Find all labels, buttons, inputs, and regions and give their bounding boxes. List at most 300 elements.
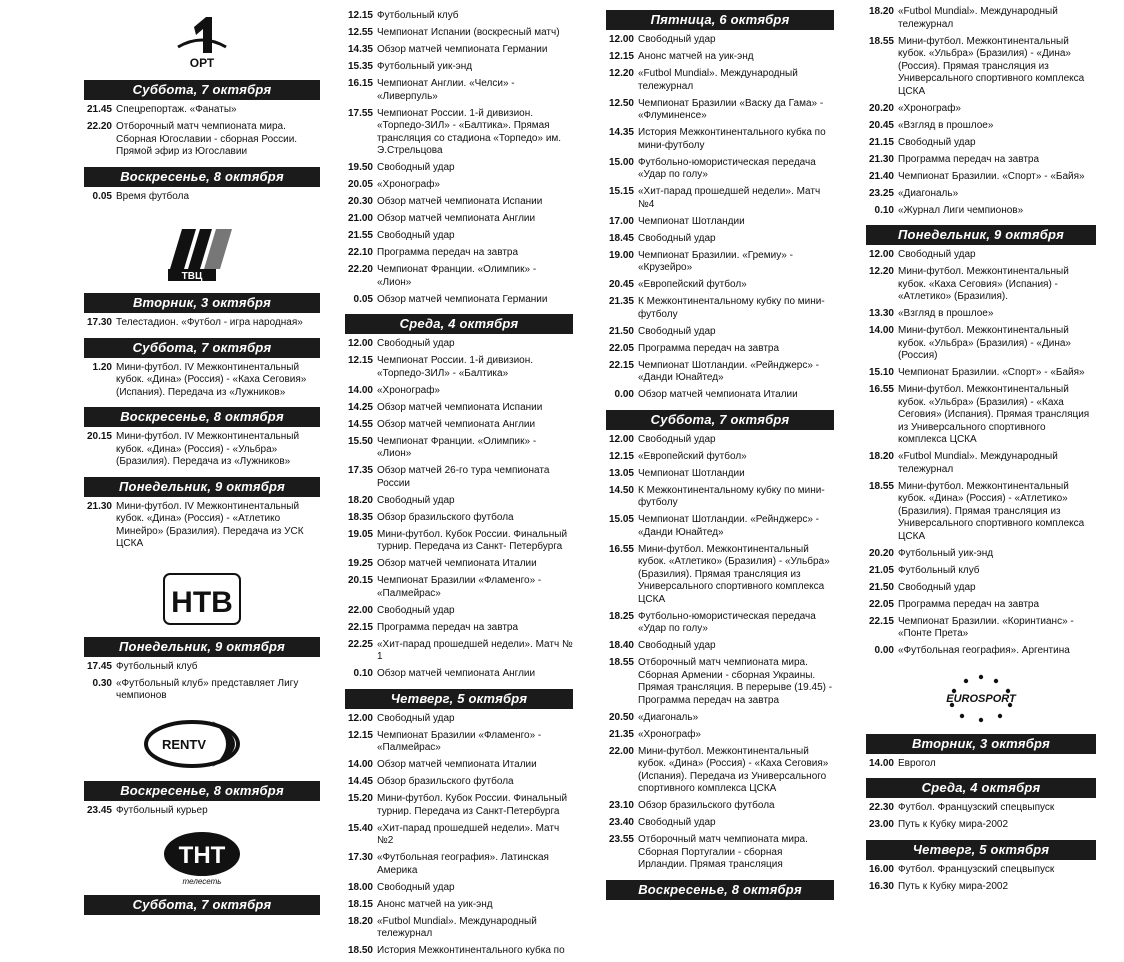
schedule-list: [606, 434, 834, 872]
program-time: 14.00: [868, 757, 894, 769]
day-header: Суббота, 7 октября: [84, 80, 320, 100]
program-time: 0.00: [614, 389, 634, 400]
program-time: 12.15: [608, 450, 634, 462]
program-row: [866, 451, 1096, 476]
program-time: 21.15: [868, 136, 894, 148]
program-time: 20.50: [608, 711, 634, 723]
program-row: [345, 78, 573, 103]
program-title: «Взгляд в прошлое»: [898, 119, 994, 131]
program-title: «Хронограф»: [377, 384, 440, 396]
schedule-list: [84, 501, 320, 551]
program-title: Программа передач на завтра: [377, 621, 519, 633]
program-time: 12.15: [608, 51, 634, 62]
program-time: 17.55: [347, 107, 373, 119]
program-row: [606, 250, 834, 275]
program-row: [866, 599, 1096, 612]
program-title: «Futbol Mundial». Международный тележурнал: [377, 915, 537, 939]
program-time: 18.25: [608, 610, 634, 622]
program-time: 12.50: [608, 97, 634, 109]
program-title: Спецрепортаж. «Фанаты»: [116, 104, 237, 115]
program-time: 23.00: [868, 819, 894, 830]
program-time: 16.55: [608, 543, 634, 555]
program-row: [606, 127, 834, 152]
program-row: [606, 817, 834, 830]
program-title: «Хронограф»: [377, 179, 440, 190]
program-time: 14.25: [347, 401, 373, 413]
program-title: Программа передач на завтра: [898, 153, 1040, 165]
program-title: Футбольный клуб: [377, 10, 459, 21]
program-row: [345, 916, 573, 941]
program-row: [345, 882, 573, 895]
schedule-list: [84, 805, 320, 818]
program-title: Свободный удар: [638, 640, 716, 651]
program-row: [866, 36, 1096, 99]
program-time: 15.10: [868, 367, 894, 378]
program-row: [345, 10, 573, 23]
program-time: 19.00: [608, 249, 634, 261]
program-row: [866, 616, 1096, 641]
program-time: 20.30: [347, 196, 373, 207]
program-time: 21.55: [347, 230, 373, 241]
program-row: [345, 639, 573, 664]
program-title: Время футбола: [116, 190, 190, 202]
program-time: 18.45: [608, 232, 634, 244]
program-title: Анонс матчей на уик-энд: [638, 51, 754, 62]
program-title: Свободный удар: [638, 433, 716, 445]
program-row: [606, 343, 834, 356]
program-row: [866, 481, 1096, 544]
program-time: 20.45: [868, 119, 894, 131]
program-row: [84, 661, 320, 674]
program-time: 0.10: [874, 204, 894, 216]
perviy-kanal-logo: [84, 12, 320, 72]
program-row: [606, 296, 834, 321]
program-time: 16.15: [347, 78, 373, 89]
program-row: [84, 362, 320, 400]
program-row: [606, 468, 834, 481]
program-time: 22.15: [608, 359, 634, 371]
program-time: 23.40: [608, 817, 634, 828]
program-title: Обзор бразильского футбола: [377, 511, 514, 523]
program-title: Обзор бразильского футбола: [638, 800, 775, 811]
program-time: 12.00: [608, 433, 634, 445]
schedule-list: [84, 661, 320, 703]
program-time: 18.20: [868, 451, 894, 462]
program-row: [606, 216, 834, 229]
program-row: [345, 402, 573, 415]
program-row: [606, 233, 834, 246]
program-title: Программа передач на завтра: [898, 598, 1040, 610]
program-row: [345, 162, 573, 175]
program-time: 21.00: [347, 213, 373, 224]
program-time: 21.50: [868, 581, 894, 593]
program-time: 12.15: [347, 355, 373, 366]
program-row: [606, 34, 834, 47]
program-row: [606, 326, 834, 339]
program-time: 19.05: [347, 528, 373, 540]
program-row: [345, 247, 573, 260]
program-title: Обзор матчей чемпионата Испании: [377, 196, 543, 207]
program-title: Обзор матчей чемпионата Испании: [377, 401, 543, 413]
schedule-list: [866, 249, 1096, 658]
program-row: [866, 582, 1096, 595]
program-row: [866, 802, 1096, 815]
program-row: [345, 730, 573, 755]
program-row: [606, 360, 834, 385]
day-header: Пятница, 6 октября: [606, 10, 834, 30]
program-time: 12.00: [608, 34, 634, 45]
program-time: 14.35: [608, 127, 634, 138]
schedule-list: [345, 338, 573, 681]
program-time: 17.30: [347, 852, 373, 863]
program-time: 17.45: [86, 660, 112, 672]
program-time: 21.50: [608, 325, 634, 337]
program-time: 17.30: [86, 317, 112, 328]
program-title: Чемпионат Бразилии. «Коринтианс» - «Понте Прета»: [898, 615, 1074, 639]
program-title: Чемпионат Шотландии. «Рейнджерс» - «Данди Юнайтед»: [638, 359, 820, 383]
program-title: «Хит-парад прошедшей недели». Матч № 1: [377, 638, 573, 662]
program-row: [606, 98, 834, 123]
program-title: Свободный удар: [377, 162, 455, 173]
tvc-logo: [84, 223, 320, 285]
program-title: Чемпионат Бразилии. «Спорт» - «Байя»: [898, 170, 1085, 182]
program-row: [606, 51, 834, 64]
program-title: Чемпионат Бразилии. «Спорт» - «Байя»: [898, 367, 1085, 378]
program-time: 21.35: [608, 728, 634, 740]
program-title: Мини-футбол. IV Межконтинентальный кубок. «Дина» (Россия) - «Ульбра» (Бразилия). Передача из «Лужников»: [116, 431, 300, 467]
program-time: 18.55: [868, 35, 894, 47]
program-title: «Журнал Лиги чемпионов»: [898, 204, 1024, 216]
program-title: «Хронограф»: [898, 102, 961, 114]
program-time: 15.00: [608, 156, 634, 168]
program-time: 21.30: [86, 500, 112, 512]
program-time: 18.20: [347, 915, 373, 927]
program-time: 21.05: [868, 564, 894, 576]
tnt-logo-sub: телесеть: [182, 877, 222, 886]
program-row: [606, 544, 834, 607]
program-title: К Межконтинентальному кубку по мини- футболу: [638, 484, 825, 508]
program-time: 21.35: [608, 296, 634, 307]
program-title: Чемпионат Англии. «Челси» - «Ливерпуль»: [377, 78, 515, 102]
program-title: «Футбольная география». Латинская Америка: [377, 852, 549, 876]
program-row: [866, 864, 1096, 877]
program-row: [606, 279, 834, 292]
day-header: Вторник, 3 октября: [866, 734, 1096, 754]
program-time: 21.40: [868, 170, 894, 182]
day-header: Понедельник, 9 октября: [866, 225, 1096, 245]
rentv-logo-text: RENTV: [161, 736, 207, 752]
program-title: Чемпионат Шотландии: [638, 215, 745, 227]
program-row: [866, 565, 1096, 578]
program-time: 21.45: [86, 104, 112, 115]
program-title: Обзор матчей чемпионата Англии: [377, 213, 536, 224]
program-title: Мини-футбол. Кубок России. Финальный турнир. Передача из Санкт-Петербурга: [377, 793, 568, 817]
program-title: Свободный удар: [638, 325, 716, 337]
program-row: [84, 121, 320, 159]
program-row: [866, 205, 1096, 218]
day-header: Понедельник, 9 октября: [84, 637, 320, 657]
program-time: 14.00: [347, 759, 373, 770]
program-title: «Хит-парад прошедшей недели». Матч №4: [638, 186, 821, 210]
program-title: Чемпионат Бразилии «Фламенго» - «Палмейрас»: [377, 729, 542, 753]
program-title: «Futbol Mundial». Международный тележурнал: [638, 68, 798, 92]
program-row: [84, 104, 320, 117]
program-time: 23.55: [608, 834, 634, 845]
program-row: [606, 746, 834, 796]
program-title: Обзор матчей 26-го тура чемпионата России: [377, 465, 550, 489]
schedule-list: [84, 191, 320, 204]
schedule-list: [866, 6, 1096, 217]
program-time: 22.20: [347, 264, 373, 275]
column-2: [345, 10, 573, 962]
program-time: 23.45: [86, 804, 112, 816]
program-title: «Диагональ»: [898, 187, 959, 199]
program-title: Свободный удар: [377, 604, 455, 616]
program-row: [345, 213, 573, 226]
program-time: 0.05: [353, 293, 373, 305]
program-row: [345, 558, 573, 571]
program-time: 22.10: [347, 247, 373, 258]
program-title: Анонс матчей на уик-энд: [377, 898, 493, 910]
schedule-list: [866, 864, 1096, 894]
program-time: 18.55: [608, 657, 634, 668]
program-row: [345, 61, 573, 74]
program-row: [345, 179, 573, 192]
program-title: Мини-футбол. Межконтинентальный кубок. «Ульбра» (Бразилия) - «Дина» (Россия): [898, 325, 1071, 361]
program-title: Обзор матчей чемпионата Англии: [377, 668, 536, 679]
schedule-list: [866, 758, 1096, 771]
program-title: Чемпионат Франции. «Олимпик» - «Лион»: [377, 264, 537, 288]
program-title: История Межконтинентального кубка по мини-футболу: [638, 127, 826, 151]
program-row: [345, 108, 573, 158]
program-title: Чемпионат Франции. «Олимпик» - «Лион»: [377, 435, 537, 459]
program-title: Футбольный клуб: [116, 660, 198, 672]
program-title: Футбольный клуб: [898, 564, 980, 576]
program-title: Футбольно-юмористическая передача «Удар по голу»: [638, 610, 816, 634]
schedule-list: [84, 317, 320, 330]
program-title: Свободный удар: [638, 817, 716, 828]
program-time: 14.00: [868, 325, 894, 336]
program-row: [345, 823, 573, 848]
day-header: Суббота, 7 октября: [606, 410, 834, 430]
program-time: 15.40: [347, 822, 373, 834]
program-row: [345, 945, 573, 958]
program-time: 18.40: [608, 640, 634, 651]
program-time: 20.20: [868, 547, 894, 559]
program-row: [606, 657, 834, 707]
program-title: Свободный удар: [377, 881, 455, 893]
program-title: Программа передач на завтра: [638, 342, 780, 354]
program-title: Чемпионат России. 1-й дивизион. «Торпедо-ЗИЛ» - «Балтика»: [377, 355, 534, 379]
column-4: [866, 6, 1096, 898]
program-time: 22.05: [868, 598, 894, 610]
program-time: 12.55: [347, 27, 373, 38]
program-row: [866, 249, 1096, 262]
program-title: Телестадион. «Футбол - игра народная»: [116, 317, 303, 328]
program-title: Свободный удар: [898, 581, 976, 593]
day-header: Четверг, 5 октября: [345, 689, 573, 709]
svg-text:ОРТ: ОРТ: [189, 56, 215, 70]
program-row: [606, 186, 834, 211]
day-header: Среда, 4 октября: [866, 778, 1096, 798]
program-time: 22.15: [868, 615, 894, 627]
day-header: Четверг, 5 октября: [866, 840, 1096, 860]
program-title: Мини-футбол. Межконтинентальный кубок. «Ульбра» (Бразилия) - «Дина» (Россия). Прямая трансляция из Универсального спортивного комплекса ЦСКА: [898, 35, 1085, 97]
program-title: «Взгляд в прошлое»: [898, 308, 994, 319]
program-time: 16.00: [868, 863, 894, 875]
eurosport-logo: [866, 670, 1096, 726]
program-title: Мини-футбол. Межконтинентальный кубок. «Ульбра» (Бразилия) - «Каха Сеговия» (Испания). Прямая трансляция из Универсального спортивного комплекса ЦСКА: [898, 384, 1090, 445]
program-row: [345, 27, 573, 40]
program-time: 16.30: [868, 880, 894, 892]
program-time: 20.15: [86, 431, 112, 442]
tvc-logo-text: ТВЦ: [181, 271, 203, 282]
program-time: 18.00: [347, 881, 373, 893]
program-title: Чемпионат Бразилии. «Гремиу» - «Крузейро»: [638, 249, 793, 273]
program-time: 18.20: [868, 6, 894, 17]
program-row: [606, 834, 834, 872]
program-row: [866, 308, 1096, 321]
program-time: 15.35: [347, 61, 373, 72]
program-row: [866, 325, 1096, 363]
program-title: Свободный удар: [898, 136, 976, 148]
program-title: Мини-футбол. Межконтинентальный кубок. «Каха Сеговия» (Испания) - «Атлетико» (Бразилия).: [898, 266, 1069, 302]
program-title: Обзор матчей чемпионата Германии: [377, 293, 548, 305]
program-time: 12.00: [347, 712, 373, 724]
day-header: Понедельник, 9 октября: [84, 477, 320, 497]
program-row: [606, 640, 834, 653]
program-time: 13.30: [868, 308, 894, 319]
program-row: [606, 451, 834, 464]
program-time: 17.00: [608, 215, 634, 227]
program-title: Обзор матчей чемпионата Италии: [638, 389, 798, 400]
program-title: Еврогол: [898, 757, 936, 769]
program-time: 1.20: [92, 361, 112, 373]
day-header: Воскресенье, 8 октября: [84, 781, 320, 801]
program-title: Путь к Кубку мира-2002: [898, 819, 1008, 830]
schedule-list: [345, 10, 573, 306]
program-row: [606, 68, 834, 93]
program-row: [84, 501, 320, 551]
program-time: 22.00: [608, 745, 634, 757]
day-header: Среда, 4 октября: [345, 314, 573, 334]
program-title: К Межконтинентальному кубку по мини- футболу: [638, 296, 825, 320]
program-title: Программа передач на завтра: [377, 247, 519, 258]
column-1: [84, 6, 320, 919]
day-header: Суббота, 7 октября: [84, 895, 320, 915]
program-time: 19.50: [347, 162, 373, 173]
eurosport-logo-text: EUROSPORT: [946, 692, 1016, 705]
schedule-list: [606, 34, 834, 402]
program-row: [345, 776, 573, 789]
program-title: «Футбольная география». Аргентина: [898, 645, 1070, 656]
program-title: Футбольный курьер: [116, 804, 208, 816]
rentv-logo: [84, 715, 320, 773]
program-title: «Футбольный клуб» представляет Лигу чемпионов: [116, 677, 299, 701]
program-row: [345, 668, 573, 681]
program-title: Футбол. Французский спецвыпуск: [898, 802, 1055, 813]
program-row: [866, 758, 1096, 771]
day-header: Суббота, 7 октября: [84, 338, 320, 358]
program-title: Свободный удар: [638, 34, 716, 45]
program-row: [866, 137, 1096, 150]
program-row: [606, 434, 834, 447]
program-time: 20.45: [608, 279, 634, 290]
program-title: Чемпионат Шотландии. «Рейнджерс» - «Данди Юнайтед»: [638, 514, 820, 538]
program-title: «Европейский футбол»: [638, 279, 747, 290]
program-time: 15.15: [608, 186, 634, 197]
program-title: Свободный удар: [377, 230, 455, 241]
day-header: Воскресенье, 8 октября: [84, 167, 320, 187]
program-row: [345, 759, 573, 772]
tnt-logo-text: ТНТ: [178, 842, 226, 869]
program-title: Свободный удар: [638, 232, 716, 244]
program-title: Свободный удар: [377, 712, 455, 724]
program-time: 18.15: [347, 898, 373, 910]
program-title: Обзор матчей чемпионата Германии: [377, 44, 548, 55]
program-row: [84, 317, 320, 330]
program-time: 22.00: [347, 604, 373, 616]
program-time: 21.30: [868, 153, 894, 165]
program-time: 0.30: [92, 677, 112, 689]
program-time: 23.25: [868, 187, 894, 199]
program-time: 22.05: [608, 342, 634, 354]
program-row: [345, 338, 573, 351]
program-time: 18.35: [347, 511, 373, 523]
program-title: Мини-футбол. Кубок России. Финальный турнир. Передача из Санкт- Петербурга: [377, 528, 568, 552]
program-row: [345, 355, 573, 380]
program-row: [345, 713, 573, 726]
program-row: [606, 485, 834, 510]
program-row: [345, 622, 573, 635]
program-time: 20.20: [868, 102, 894, 114]
program-title: Путь к Кубку мира-2002: [898, 880, 1008, 892]
program-row: [866, 154, 1096, 167]
ntv-logo: [84, 569, 320, 629]
program-row: [84, 431, 320, 469]
program-time: 14.55: [347, 418, 373, 430]
program-title: «Futbol Mundial». Международный тележурнал: [898, 451, 1058, 475]
tnt-logo: [84, 829, 320, 887]
program-time: 15.50: [347, 435, 373, 447]
program-row: [345, 264, 573, 289]
program-title: Мини-футбол. IV Межконтинентальный кубок. «Дина» (Россия) - «Каха Сеговия» (Испания). Передача из «Лужников»: [116, 361, 307, 398]
program-title: Футбольный уик-энд: [898, 547, 994, 559]
program-row: [866, 103, 1096, 116]
program-row: [606, 157, 834, 182]
program-title: Обзор бразильского футбола: [377, 776, 514, 787]
program-title: Чемпионат Испании (воскресный матч): [377, 27, 560, 38]
program-row: [345, 512, 573, 525]
program-title: Чемпионат Шотландии: [638, 467, 745, 479]
program-row: [345, 419, 573, 432]
program-time: 22.20: [86, 121, 112, 132]
program-time: 14.35: [347, 44, 373, 55]
program-row: [345, 44, 573, 57]
program-title: Отборочный матч чемпионата мира. Сборная Португалии - сборная Ирландии. Прямая трансляция: [638, 834, 808, 870]
program-time: 23.10: [608, 800, 634, 811]
program-row: [606, 611, 834, 636]
day-header: Воскресенье, 8 октября: [84, 407, 320, 427]
program-row: [345, 196, 573, 209]
schedule-list: [84, 104, 320, 159]
program-row: [345, 529, 573, 554]
program-title: Чемпионат Бразилии «Фламенго» - «Палмейрас»: [377, 575, 542, 599]
program-title: Обзор матчей чемпионата Италии: [377, 558, 537, 569]
schedule-list: [84, 362, 320, 400]
program-row: [345, 230, 573, 243]
program-row: [866, 819, 1096, 832]
